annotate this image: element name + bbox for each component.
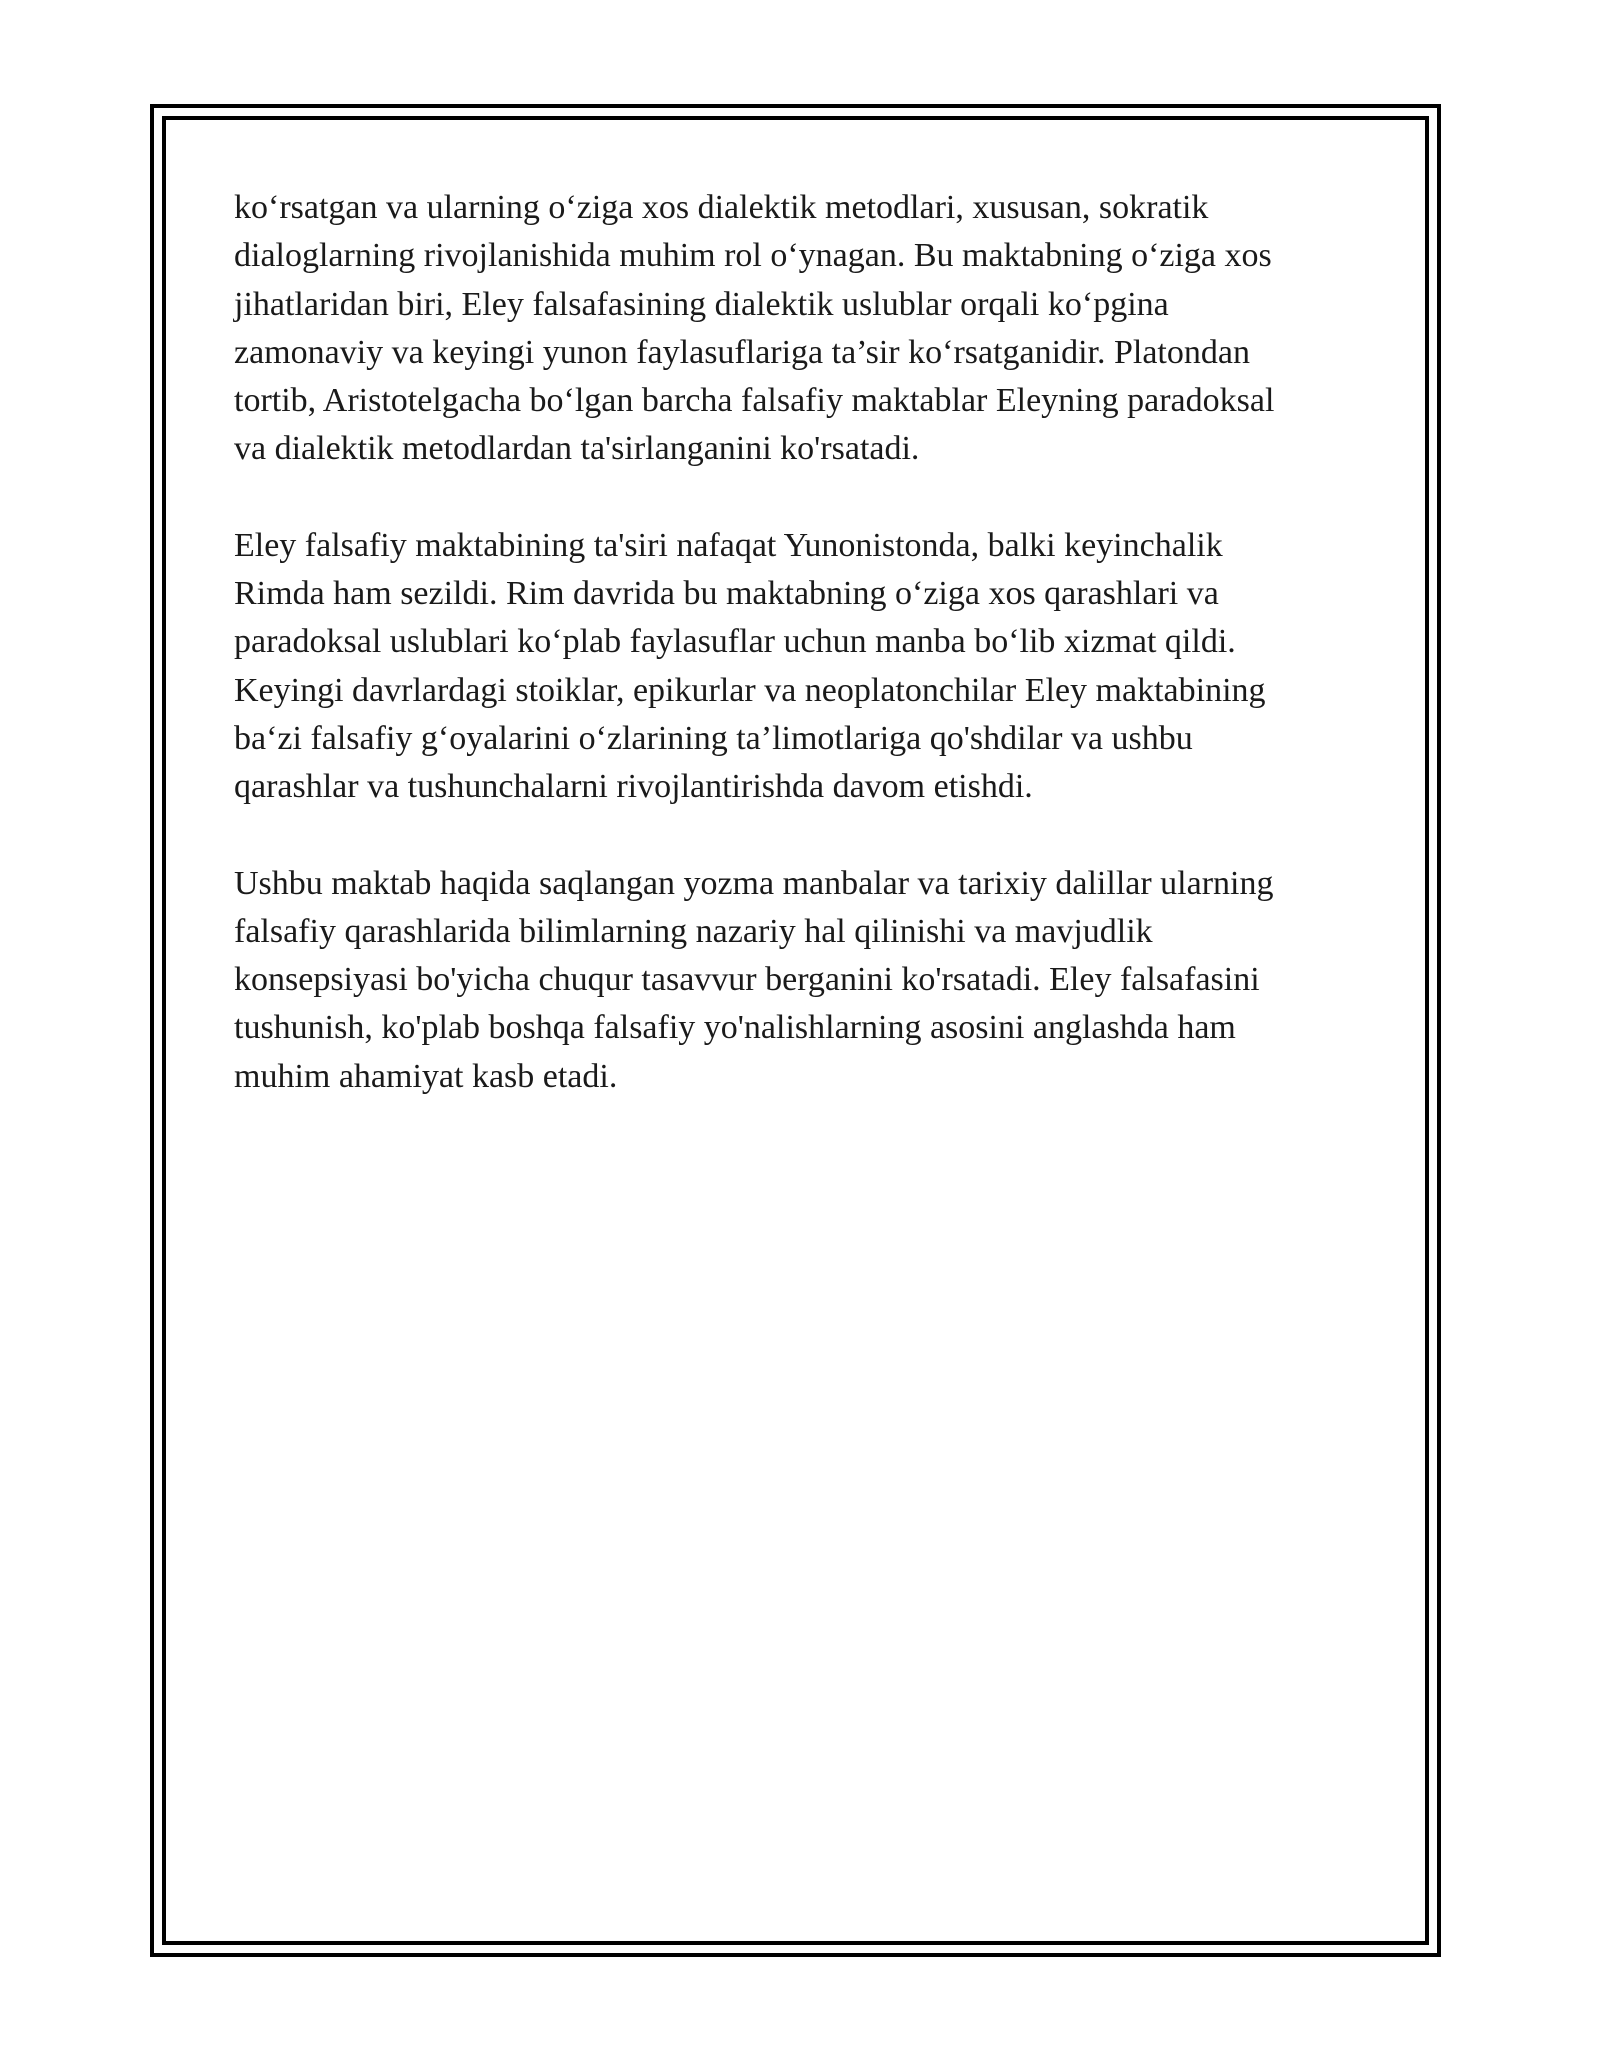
- paragraph-3: Ushbu maktab haqida saqlangan yozma manbalar va tarixiy dalillar ularning falsafiy qarashlarida bilimlarning nazariy hal qilinishi va mavjudlik konsepsiyasi bo'yicha chuqur tasavvur berganini ko'rsatadi. Eley falsafasini tushunish, ko'plab boshqa falsafiy yo'nalishlarning asosini anglashda ham muhim ahamiyat kasb etadi.: [234, 864, 1274, 1095]
- paragraph-1: ko‘rsatgan va ularning o‘ziga xos dialektik metodlari, xususan, sokratik dialoglarning rivojlanishida muhim rol o‘ynagan. Bu maktabning o‘ziga xos jihatlaridan biri, Eley falsafasining dialektik uslublar orqali ko‘pgina zamonaviy va keyingi yunon faylasuflariga ta’sir ko‘rsatganidir. Platondan tortib, Aristotelgacha bo‘lgan barcha falsafiy maktablar Eleyning paradoksal va dialektik metodlardan ta'sirlanganini ko'rsatadi.: [234, 189, 1275, 468]
- document-body: [234, 184, 1374, 1149]
- paragraph-2: Eley falsafiy maktabining ta'siri nafaqat Yunonistonda, balki keyinchalik Rimda ham sezildi. Rim davrida bu maktabning o‘ziga xos qarashlari va paradoksal uslublari ko‘plab faylasuflar uchun manba bo‘lib xizmat qildi. Keyingi davrlardagi stoiklar, epikurlar va neoplatonchilar Eley maktabining ba‘zi falsafiy g‘oyalarini o‘zlarining ta’limotlariga qo'shdilar va ushbu qarashlar va tushunchalarni rivojlantirishda davom etishdi.: [234, 526, 1266, 806]
